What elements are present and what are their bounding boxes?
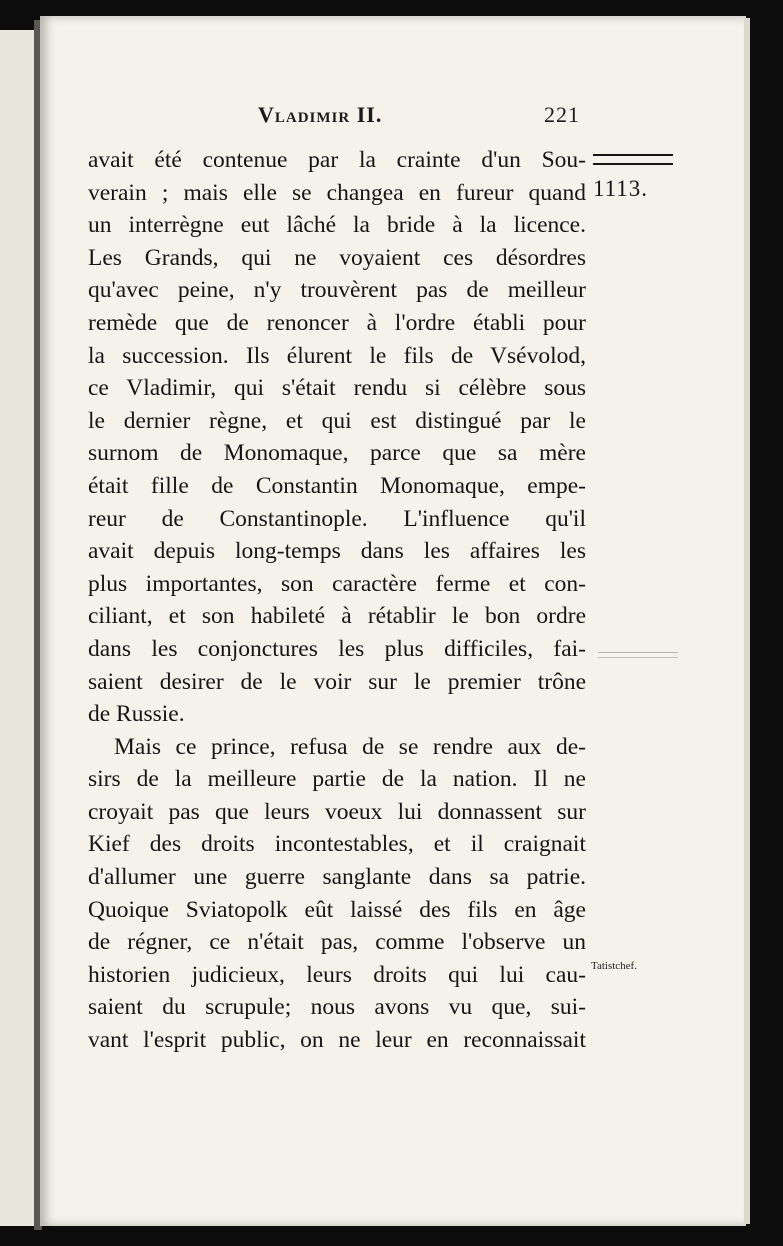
text-line: ciliant, et son habileté à rétablir le bon ordre	[88, 603, 586, 630]
text-line: Les Grands, qui ne voyaient ces désordres	[88, 244, 586, 271]
show-through-rule	[598, 652, 678, 658]
text-line: reur de Constantinople. L'influence qu'il	[88, 505, 586, 532]
body-text	[88, 144, 586, 1057]
text-line: croyait pas que leurs voeux lui donnassent sur	[88, 798, 586, 825]
text-line: saient du scrupule; nous avons vu que, sui-	[88, 994, 586, 1021]
text-line: historien judicieux, leurs droits qui lui cau-	[88, 961, 586, 988]
margin-year: 1113.	[593, 176, 649, 201]
text-line: la succession. Ils élurent le fils de Vsévolod,	[88, 342, 586, 369]
text-line: de régner, ce n'était pas, comme l'observe un	[88, 929, 586, 956]
running-head-title: Vladimir II.	[258, 102, 383, 127]
text-line: d'allumer une guerre sanglante dans sa patrie.	[88, 864, 586, 891]
text-line: verain ; mais elle se changea en fureur quand	[88, 179, 586, 206]
text-line: saient desirer de le voir sur le premier trône	[88, 668, 586, 695]
text-line: le dernier règne, et qui est distingué par le	[88, 407, 586, 434]
text-line: ce Vladimir, qui s'était rendu si célèbre sous	[88, 375, 586, 402]
text-line: qu'avec peine, n'y trouvèrent pas de meilleur	[88, 277, 586, 304]
left-page-edge	[0, 30, 36, 1226]
text-line: avait depuis long-temps dans les affaires les	[88, 538, 586, 565]
text-line: était fille de Constantin Monomaque, empe-	[88, 472, 586, 499]
page-edge	[744, 18, 750, 1224]
text-line: de Russie.	[88, 701, 185, 728]
text-line: vant l'esprit public, on ne leur en reconnaissait	[88, 1027, 586, 1054]
text-line: remède que de renoncer à l'ordre établi pour	[88, 309, 586, 336]
text-line: Quoique Sviatopolk eût laissé des fils en âge	[88, 896, 586, 923]
margin-rule	[593, 154, 673, 165]
text-line: plus importantes, son caractère ferme et con-	[88, 570, 586, 597]
text-line: surnom de Monomaque, parce que sa mère	[88, 440, 586, 467]
text-line: Kief des droits incontestables, et il craignait	[88, 831, 586, 858]
text-line: avait été contenue par la crainte d'un Sou-	[88, 147, 586, 173]
margin-note: Tatistchef.	[591, 960, 637, 972]
page-number: 221	[544, 102, 580, 127]
text-line: Mais ce prince, refusa de se rendre aux de-	[114, 733, 586, 760]
text-line: sirs de la meilleure partie de la nation. Il ne	[88, 766, 586, 793]
text-line: dans les conjonctures les plus difficiles, fai-	[88, 635, 586, 662]
text-line: un interrègne eut lâché la bride à la licence.	[88, 212, 586, 239]
